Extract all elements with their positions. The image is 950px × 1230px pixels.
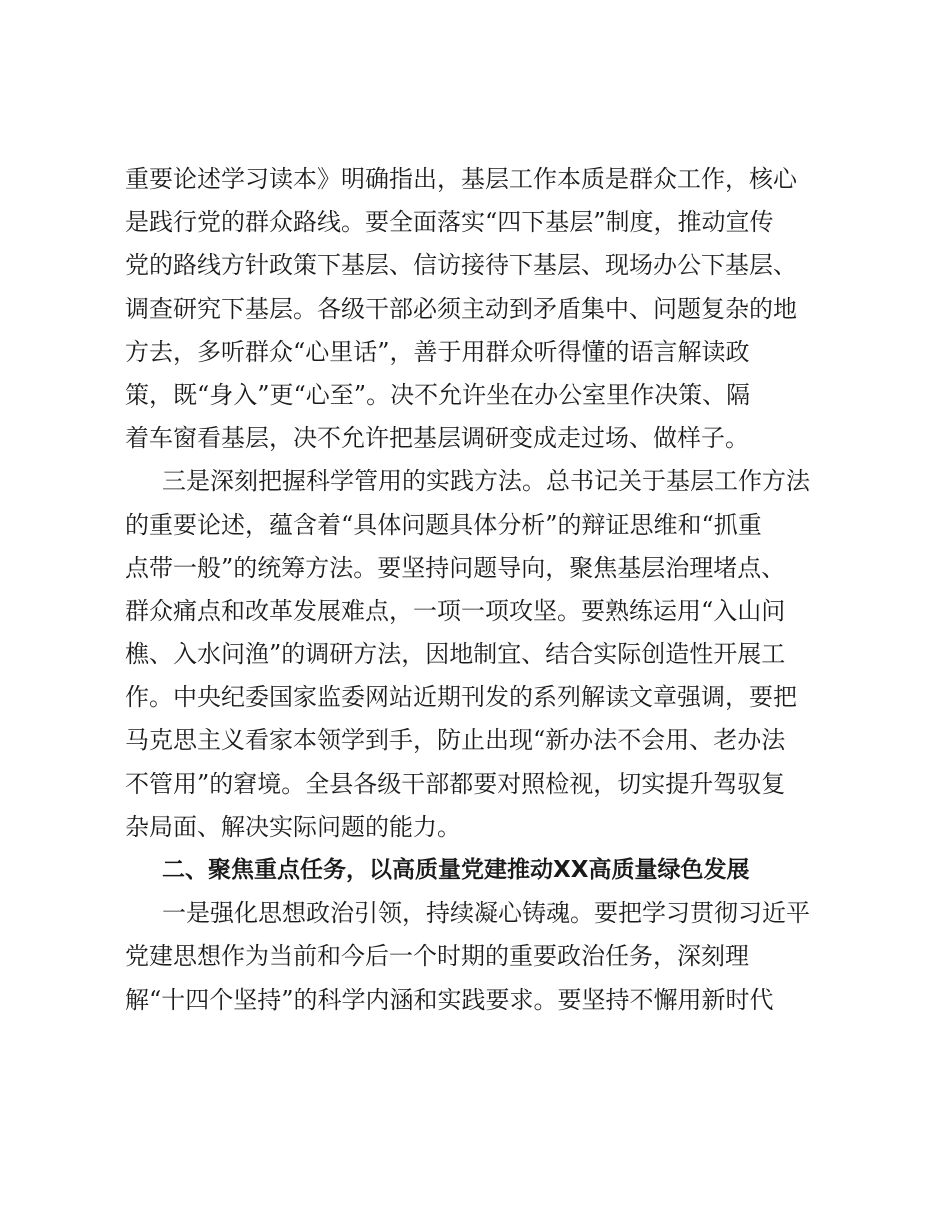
paragraph-line: 一是强化思想政治引领，持续凝心铸魂。要把学习贯彻习近平 <box>162 899 810 928</box>
paragraph-line: 樵、入水问渔”的调研方法，因地制宜、结合实际创造性开展工 <box>125 640 786 669</box>
paragraph-line: 三是深刻把握科学管用的实践方法。总书记关于基层工作方法 <box>162 467 810 496</box>
paragraph-line: 是践行党的群众路线。要全面落实“四下基层”制度，推动宣传 <box>125 208 774 237</box>
paragraph-line: 方去，多听群众“心里话”，善于用群众听得懂的语言解读政 <box>125 337 750 366</box>
paragraph-line: 作。中央纪委国家监委网站近期刊发的系列解读文章强调，要把 <box>125 683 797 712</box>
paragraph-line: 着车窗看基层，决不允许把基层调研变成走过场、做样子。 <box>125 424 749 453</box>
paragraph-line: 杂局面、解决实际问题的能力。 <box>125 812 461 841</box>
paragraph-line: 党的路线方针政策下基层、信访接待下基层、现场办公下基层、 <box>125 251 797 280</box>
paragraph-line: 解“十四个坚持”的科学内涵和实践要求。要坚持不懈用新时代 <box>125 985 774 1014</box>
paragraph-line: 群众痛点和改革发展难点，一项一项攻坚。要熟练运用“入山问 <box>125 596 786 625</box>
section-heading: 二、聚焦重点任务，以高质量党建推动XX高质量绿色发展 <box>162 857 750 883</box>
paragraph-line: 点带一般”的统筹方法。要坚持问题导向，聚焦基层治理堵点、 <box>125 553 786 582</box>
paragraph-line: 党建思想作为当前和今后一个时期的重要政治任务，深刻理 <box>125 942 749 971</box>
paragraph-line: 策，既“身入”更“心至”。决不允许坐在办公室里作决策、隔 <box>125 380 751 409</box>
document-body <box>125 158 828 1022</box>
paragraph-line: 调查研究下基层。各级干部必须主动到矛盾集中、问题复杂的地 <box>125 294 797 323</box>
paragraph-line: 不管用”的窘境。全县各级干部都要对照检视，切实提升驾驭复 <box>125 769 786 798</box>
paragraph-line: 马克思主义看家本领学到手，防止出现“新办法不会用、老办法 <box>125 726 786 755</box>
paragraph-line: 重要论述学习读本》明确指出，基层工作本质是群众工作，核心 <box>125 165 797 193</box>
paragraph-line: 的重要论述，蕴含着“具体问题具体分析”的辩证思维和“抓重 <box>125 510 762 539</box>
